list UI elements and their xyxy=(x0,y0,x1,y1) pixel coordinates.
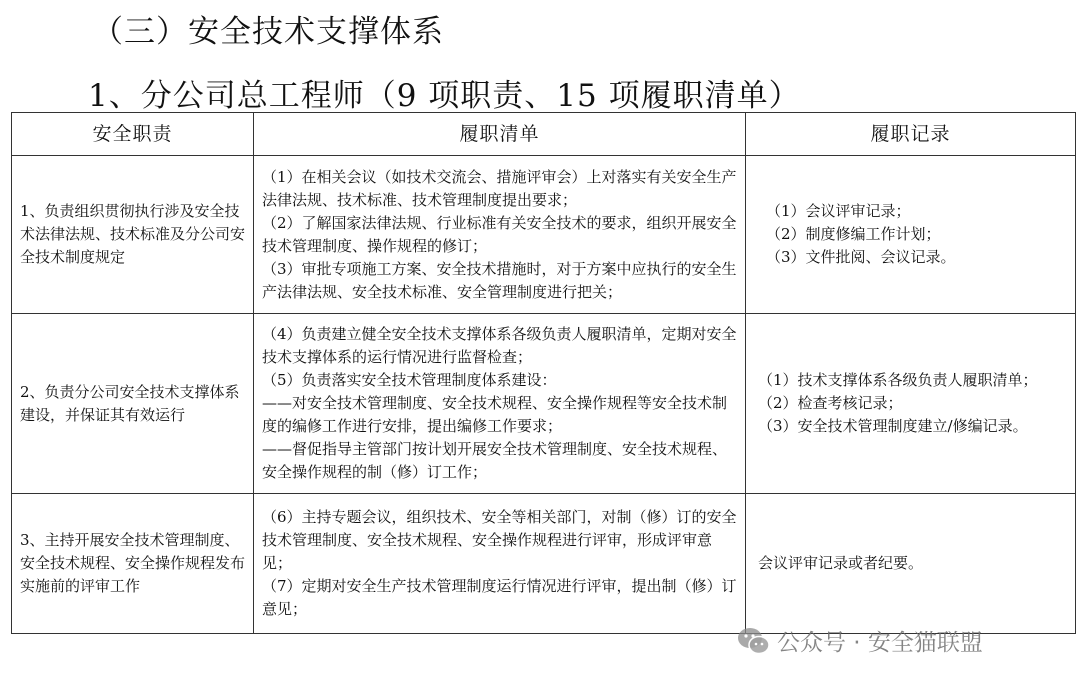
record-item: （3）文件批阅、会议记录。 xyxy=(766,248,956,266)
record-item: （1）技术支撑体系各级负责人履职清单； xyxy=(758,371,1038,389)
list-item: （5）负责落实安全技术管理制度体系建设： xyxy=(262,371,557,389)
duty-table xyxy=(11,112,1076,634)
list-item: （1）在相关会议（如技术交流会、措施评审会）上对落实有关安全生产法律法规、技术标准、技术管理制度提出要求； xyxy=(262,167,737,209)
records-cell xyxy=(746,314,1076,494)
table-header-row xyxy=(12,113,1076,156)
header-duty: 安全职责 xyxy=(12,113,254,156)
record-item: （3）安全技术管理制度建立/修编记录。 xyxy=(758,417,1028,435)
duty-cell: 3、主持开展安全技术管理制度、安全技术规程、安全操作规程发布实施前的评审工作 xyxy=(12,494,254,634)
table-row xyxy=(12,494,1076,634)
record-item: 会议评审记录或者纪要。 xyxy=(758,554,924,572)
list-item: （7）定期对安全生产技术管理制度运行情况进行评审，提出制（修）订意见； xyxy=(262,577,737,618)
list-item: （4）负责建立健全安全技术支撑体系各级负责人履职清单，定期对安全技术支撑体系的运行情况进行监督检查； xyxy=(262,325,737,366)
list-item: （3）审批专项施工方案、安全技术措施时，对于方案中应执行的安全生产法律法规、安全技术标准、安全管理制度进行把关； xyxy=(262,259,737,301)
subsection-heading: 1、分公司总工程师（9 项职责、15 项履职清单） xyxy=(88,78,801,114)
header-records: 履职记录 xyxy=(746,113,1076,156)
watermark xyxy=(737,624,983,657)
list-item: ——对安全技术管理制度、安全技术规程、安全操作规程等安全技术制度的编修工作进行安排，提出编修工作要求； xyxy=(262,394,728,435)
record-item: （2）制度修编工作计划； xyxy=(766,225,941,243)
list-item: （6）主持专题会议，组织技术、安全等相关部门，对制（修）订的安全技术管理制度、安全技术规程、安全操作规程进行评审，形成评审意见； xyxy=(262,508,737,572)
list-cell xyxy=(254,494,746,634)
wechat-icon xyxy=(737,626,771,656)
list-item: （2）了解国家法律法规、行业标准有关安全技术的要求，组织开展安全技术管理制度、操作规程的修订； xyxy=(262,213,737,255)
record-item: （2）检查考核记录； xyxy=(758,394,903,412)
duty-cell: 1、负责组织贯彻执行涉及安全技术法律法规、技术标准及分公司安全技术制度规定 xyxy=(12,156,254,314)
section-heading: （三）安全技术支撑体系 xyxy=(92,14,444,50)
list-item: ——督促指导主管部门按计划开展安全技术管理制度、安全技术规程、安全操作规程的制（修）订工作； xyxy=(262,440,728,481)
list-cell xyxy=(254,156,746,314)
records-cell xyxy=(746,494,1076,634)
table-row xyxy=(12,156,1076,314)
list-cell xyxy=(254,314,746,494)
watermark-text: 公众号 · 安全猫联盟 xyxy=(777,630,983,656)
table-row xyxy=(12,314,1076,494)
duty-cell: 2、负责分公司安全技术支撑体系建设，并保证其有效运行 xyxy=(12,314,254,494)
records-cell xyxy=(746,156,1076,314)
header-list: 履职清单 xyxy=(254,113,746,156)
record-item: （1）会议评审记录； xyxy=(766,202,911,220)
